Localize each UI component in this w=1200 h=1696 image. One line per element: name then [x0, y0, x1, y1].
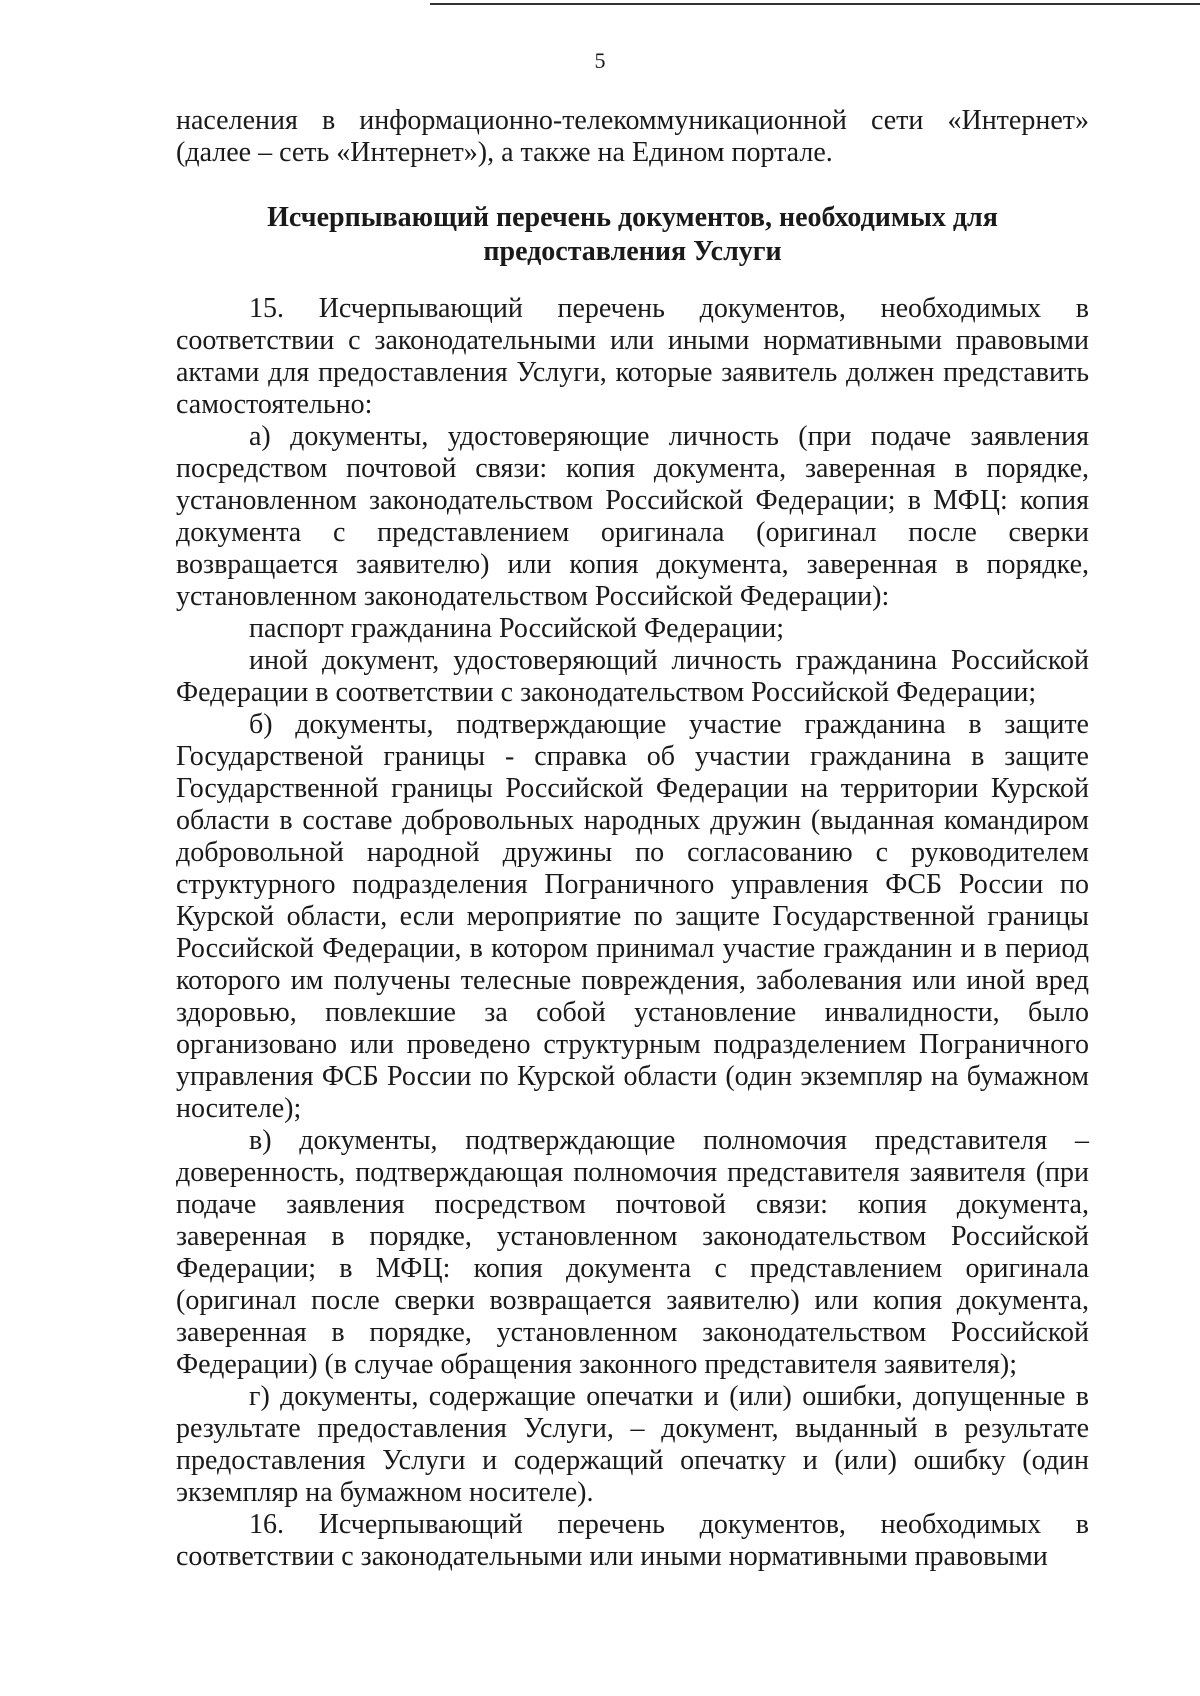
top-rule — [430, 3, 1200, 5]
section-heading-line-2: предоставления Услуги — [483, 236, 782, 267]
paragraph-16: 16. Исчерпывающий перечень документов, необходимых в соответствии с законодательными или иными нормативными правовыми — [176, 1509, 1089, 1572]
paragraph-item-g: г) документы, содержащие опечатки и (или) ошибки, допущенные в результате предоставления Услуги, – документ, выданный в результате предоставления Услуги и содержащий опечатку и (или) ошибку (один экземпляр на бумажном носителе). — [176, 1381, 1089, 1508]
paragraph-item-v: в) документы, подтверждающие полномочия представителя – доверенность, подтверждающая полномочия представителя заявителя (при подаче заявления посредством почтовой связи: копия документа, заверенная в порядке, установленном законодательством Российской Федерации; в МФЦ: копия документа с представлением оригинала (оригинал после сверки возвращается заявителю) или копия документа, заверенная в порядке, установленном законодательством Российской Федерации) (в случае обращения законного представителя заявителя); — [176, 1125, 1089, 1380]
page-number: 5 — [594, 48, 606, 73]
paragraph-item-b: б) документы, подтверждающие участие гражданина в защите Государственой границы - справка об участии гражданина в защите Государственной границы Российской Федерации на территории Курской области в составе добровольных народных дружин (выданная командиром добровольной народной дружины по согласованию с руководителем структурного подразделения Пограничного управления ФСБ России по Курской области, если мероприятие по защите Государственной границы Российской Федерации, в котором принимал участие гражданин и в период которого им получены телесные повреждения, заболевания или иной вред здоровью, повлекшие за собой установление инвалидности, было организовано или проведено структурным подразделением Пограничного управления ФСБ России по Курской области (один экземпляр на бумажном носителе); — [176, 709, 1089, 1124]
paragraph-item-a: а) документы, удостоверяющие личность (при подаче заявления посредством почтовой связи: копия документа, заверенная в порядке, установленном законодательством Российской Федерации; в МФЦ: копия документа с представлением оригинала (оригинал после сверки возвращается заявителю) или копия документа, заверенная в порядке, установленном законодательством Российской Федерации): — [176, 421, 1089, 612]
section-heading — [176, 201, 1089, 269]
paragraph-15: 15. Исчерпывающий перечень документов, необходимых в соответствии с законодательными или иными нормативными правовыми актами для предоставления Услуги, которые заявитель должен представить самостоятельно: — [176, 293, 1089, 420]
intro-paragraph: населения в информационно-телекоммуникационной сети «Интернет» (далее – сеть «Интернет»), а также на Едином портале. — [176, 105, 1089, 168]
section-heading-line-1: Исчерпывающий перечень документов, необходимых для — [267, 202, 998, 233]
document-body — [176, 105, 1089, 1573]
paragraph-other-document: иной документ, удостоверяющий личность гражданина Российской Федерации в соответствии с законодательством Российской Федерации; — [176, 645, 1089, 708]
paragraph-passport: паспорт гражданина Российской Федерации; — [249, 613, 785, 644]
